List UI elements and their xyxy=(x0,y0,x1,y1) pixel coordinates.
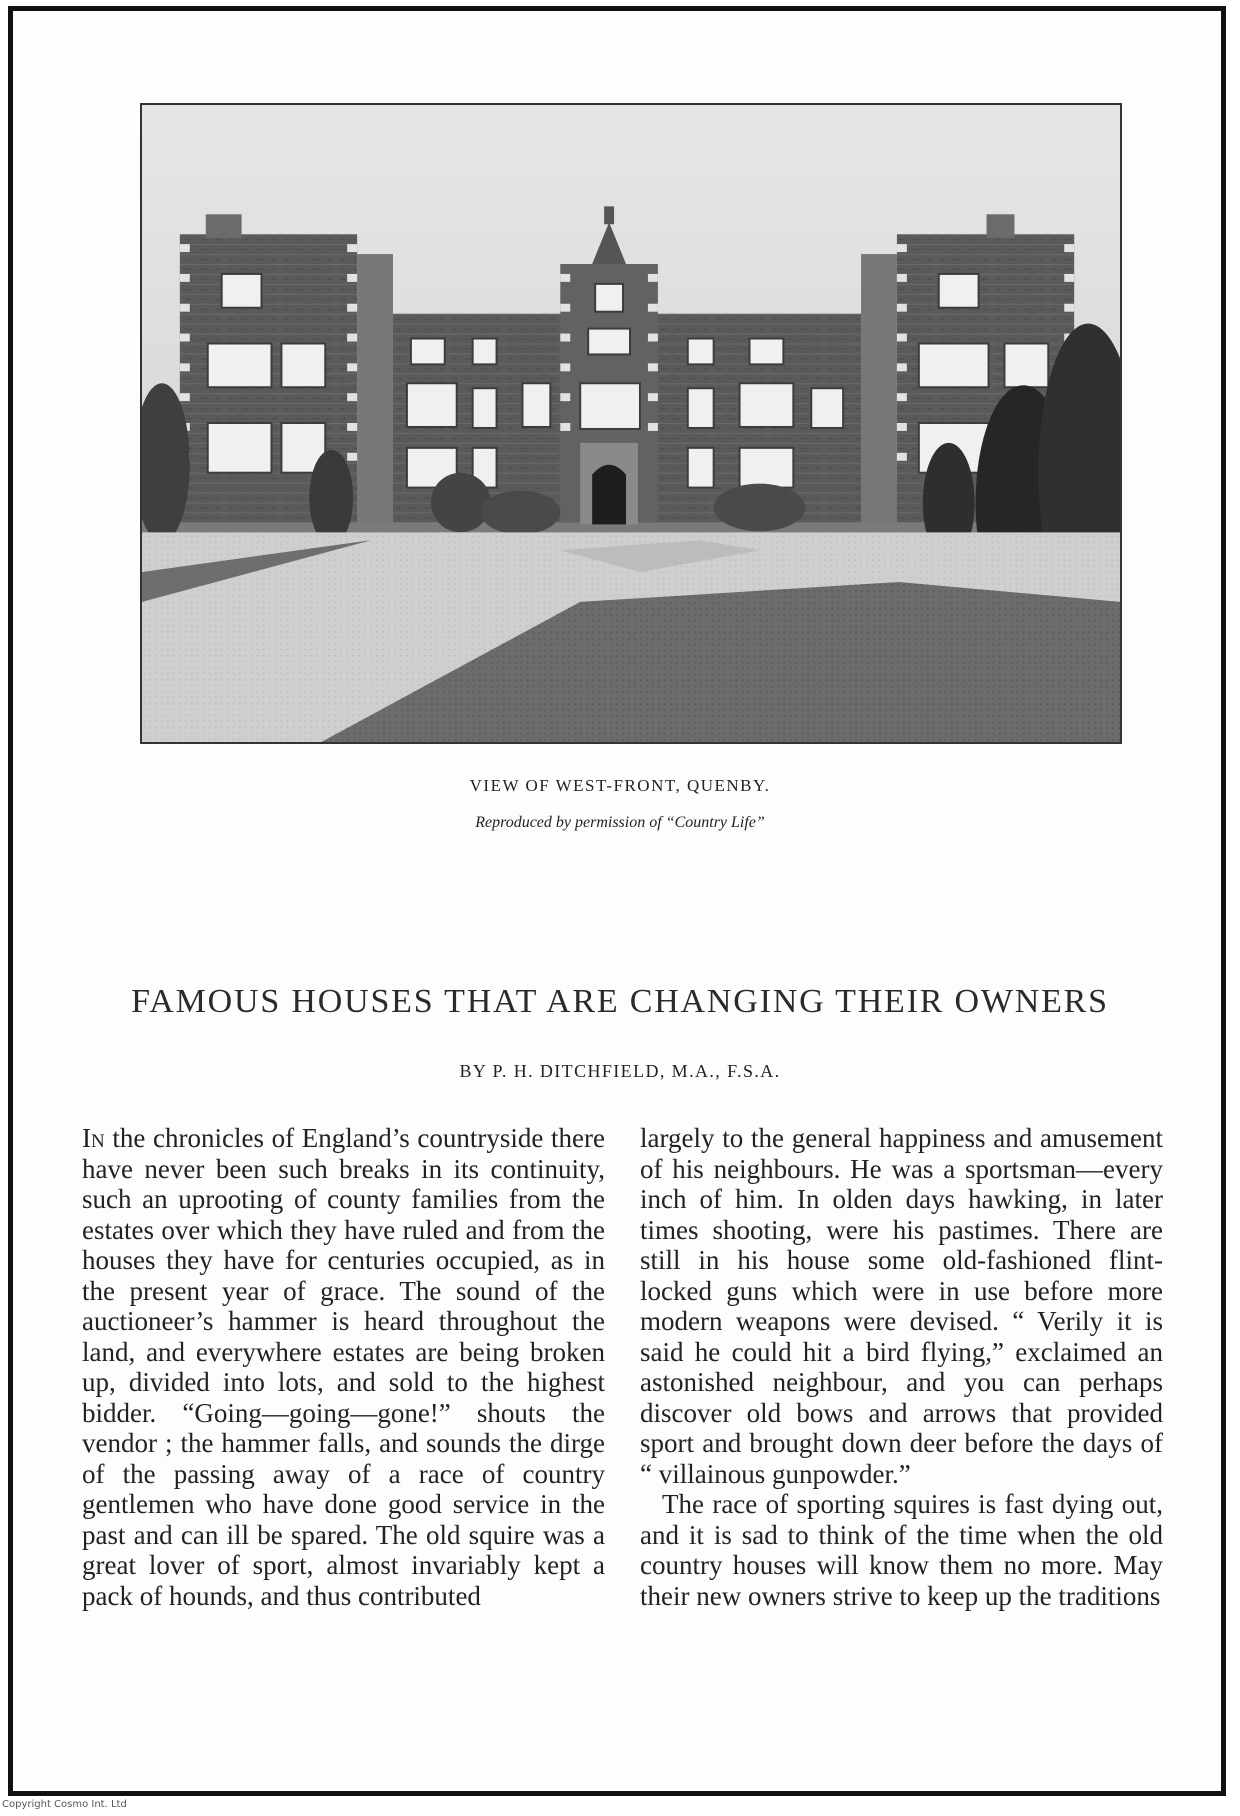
article-title: FAMOUS HOUSES THAT ARE CHANGING THEIR OWNERS xyxy=(131,983,1109,1020)
article-paragraph: largely to the general happiness and amusement of his neighbours. He was a sportsman—every inch of him. In olden days hawking, in later times shooting, were his pastimes. There are still in his house some old-fashioned flint-locked guns which were in use before more modern weapons were devised. “ Verily it is said he could hit a bird flying,” exclaimed an astonished neighbour, and you can perhaps discover old bows and arrows that provided sport and brought down deer before the days of “ villainous gunpowder.” xyxy=(640,1123,1163,1489)
article-column-left xyxy=(82,1123,605,1735)
article-paragraph: The race of sporting squires is fast dying out, and it is sad to think of the time when the old country houses will know them no more. May their new owners strive to keep up the traditions xyxy=(640,1489,1163,1611)
drop-cap: In xyxy=(82,1123,105,1153)
photo-credit: Reproduced by permission of “Country Life” xyxy=(475,814,765,831)
article-column-right xyxy=(640,1123,1163,1735)
article-paragraph xyxy=(82,1123,605,1611)
house-photograph xyxy=(140,103,1122,744)
paragraph-text: the chronicles of England’s countryside there have never been such breaks in its continuity, such an uprooting of county families from the estates over which they have ruled and from the houses they have for centuries occupied, as in the present year of grace. The sound of the auctioneer’s hammer is heard throughout the land, and everywhere estates are being broken up, divided into lots, and sold to the highest bidder. “Going—going—gone!” shouts the vendor ; the hammer falls, and sounds the dirge of the passing away of a race of country gentlemen who have done good service in the past and can ill be spared. The old squire was a great lover of sport, almost invariably kept a pack of hounds, and thus contributed xyxy=(82,1123,605,1611)
house-photo-illustration xyxy=(142,105,1120,742)
photo-caption: VIEW OF WEST-FRONT, QUENBY. xyxy=(469,776,771,795)
article-byline: BY P. H. DITCHFIELD, M.A., F.S.A. xyxy=(459,1061,781,1081)
copyright-notice: Copyright Cosmo Int. Ltd xyxy=(2,1799,127,1810)
